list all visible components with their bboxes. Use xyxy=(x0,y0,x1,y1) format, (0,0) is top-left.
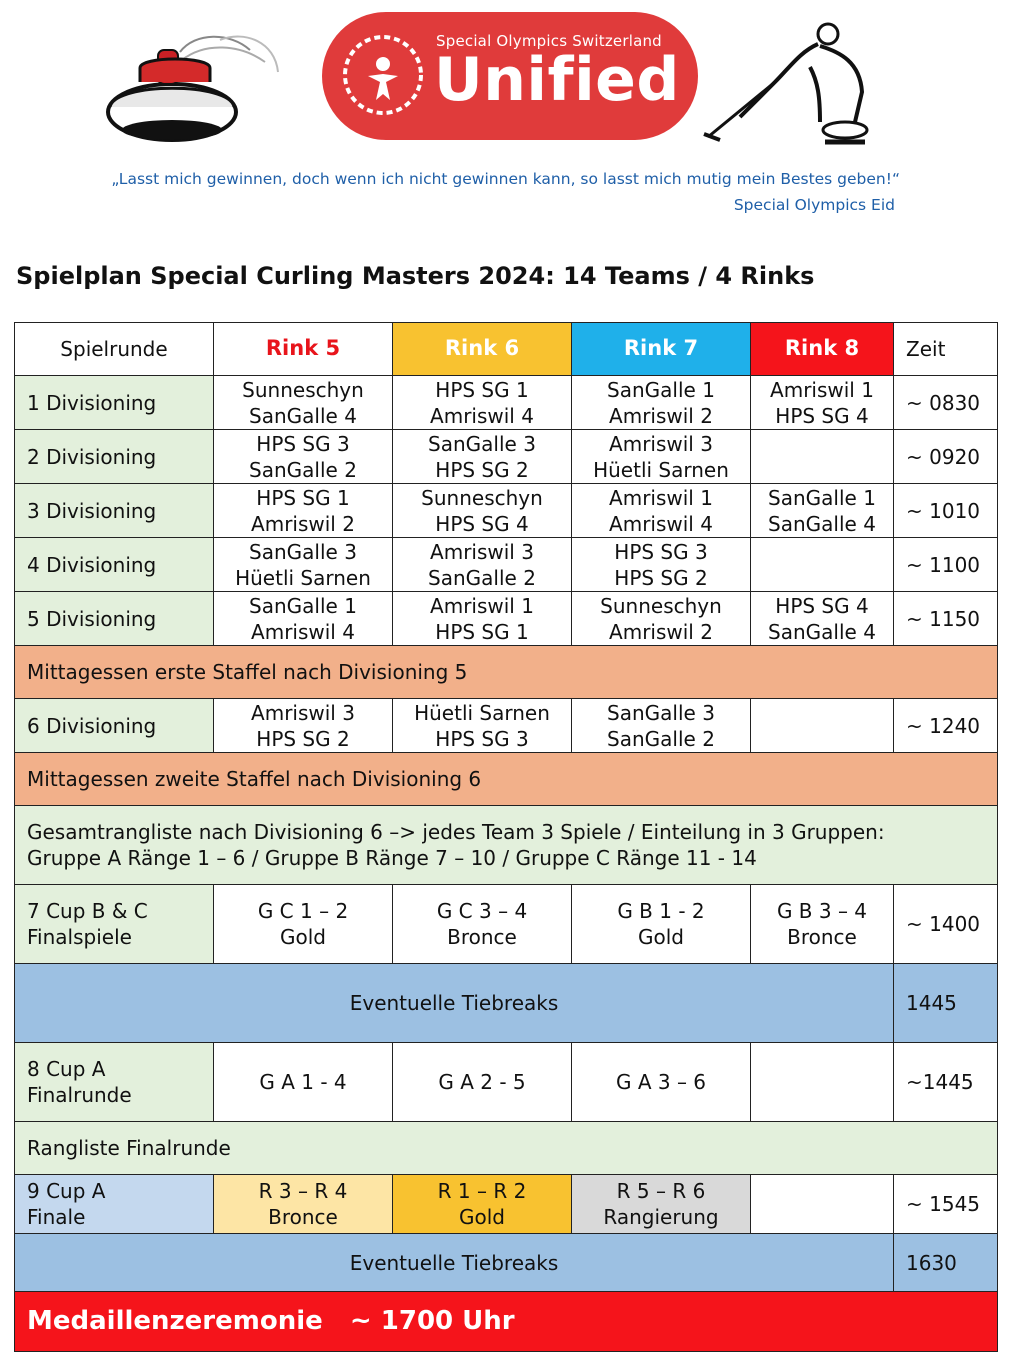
quote-source: Special Olympics Eid xyxy=(733,196,895,214)
tiebreak-row-1: Eventuelle Tiebreaks xyxy=(15,964,894,1043)
match-cell: Sunneschyn Amriswil 2 xyxy=(572,592,751,646)
round-label: 5 Divisioning xyxy=(15,592,214,646)
time-cell: ~ 0830 xyxy=(894,376,997,430)
time-cell: ~1445 xyxy=(894,1043,997,1122)
header-spielrunde: Spielrunde xyxy=(15,323,214,376)
match-cell: Amriswil 1 HPS SG 1 xyxy=(393,592,572,646)
header-rink7: Rink 7 xyxy=(572,323,751,376)
match-cell-empty xyxy=(751,1175,894,1234)
match-cell: R 5 – R 6 Rangierung xyxy=(572,1175,751,1234)
logo-title: Unified xyxy=(434,45,680,115)
match-cell: SanGalle 1 Amriswil 2 xyxy=(572,376,751,430)
round-label: 1 Divisioning xyxy=(15,376,214,430)
match-cell: R 1 – R 2 Gold xyxy=(393,1175,572,1234)
match-cell: Amriswil 3 HPS SG 2 xyxy=(214,699,393,753)
match-cell: G B 3 – 4 Bronce xyxy=(751,885,894,964)
round-label: 6 Divisioning xyxy=(15,699,214,753)
time-cell: 1630 xyxy=(894,1234,997,1292)
match-cell-empty xyxy=(751,430,894,484)
round-label: 9 Cup A Finale xyxy=(15,1175,214,1234)
header-rink6: Rink 6 xyxy=(393,323,572,376)
match-cell: SanGalle 1 Amriswil 4 xyxy=(214,592,393,646)
match-cell: Sunneschyn HPS SG 4 xyxy=(393,484,572,538)
round-label: 8 Cup A Finalrunde xyxy=(15,1043,214,1122)
time-cell: ~ 1010 xyxy=(894,484,997,538)
round-label: 4 Divisioning xyxy=(15,538,214,592)
curler-figure-icon xyxy=(700,12,880,152)
round-label: 2 Divisioning xyxy=(15,430,214,484)
match-cell: G A 2 - 5 xyxy=(393,1043,572,1122)
time-cell: 1445 xyxy=(894,964,997,1043)
ranking-line-2: Gruppe A Ränge 1 – 6 / Gruppe B Ränge 7 – 10 / Gruppe C Ränge 11 - 14 xyxy=(27,846,757,870)
match-cell: HPS SG 1 Amriswil 4 xyxy=(393,376,572,430)
round-label: 7 Cup B & C Finalspiele xyxy=(15,885,214,964)
match-cell-empty xyxy=(751,1043,894,1122)
page-title: Spielplan Special Curling Masters 2024: 14 Teams / 4 Rinks xyxy=(16,262,815,290)
match-cell: G A 1 - 4 xyxy=(214,1043,393,1122)
lunch-row-1: Mittagessen erste Staffel nach Divisioning 5 xyxy=(15,646,997,699)
logo-subtitle: Special Olympics Switzerland xyxy=(436,32,662,50)
match-cell: SanGalle 3 HPS SG 2 xyxy=(393,430,572,484)
match-cell: SanGalle 1 SanGalle 4 xyxy=(751,484,894,538)
match-cell: Hüetli Sarnen HPS SG 3 xyxy=(393,699,572,753)
header-rink8: Rink 8 xyxy=(751,323,894,376)
header-zeit: Zeit xyxy=(894,323,997,376)
match-cell: HPS SG 3 HPS SG 2 xyxy=(572,538,751,592)
unified-logo xyxy=(322,12,698,140)
time-cell: ~ 1100 xyxy=(894,538,997,592)
special-olympics-emblem-icon xyxy=(338,30,428,120)
match-cell: Sunneschyn SanGalle 4 xyxy=(214,376,393,430)
match-cell: G B 1 - 2 Gold xyxy=(572,885,751,964)
time-cell: ~ 1240 xyxy=(894,699,997,753)
match-cell-empty xyxy=(751,538,894,592)
match-cell: R 3 – R 4 Bronce xyxy=(214,1175,393,1234)
round-label: 3 Divisioning xyxy=(15,484,214,538)
match-cell: Amriswil 1 HPS SG 4 xyxy=(751,376,894,430)
quote-text: „Lasst mich gewinnen, doch wenn ich nicht gewinnen kann, so lasst mich mutig mein Bestes geben!“ xyxy=(111,170,900,188)
time-cell: ~ 1545 xyxy=(894,1175,997,1234)
match-cell: SanGalle 3 Hüetli Sarnen xyxy=(214,538,393,592)
rangliste-row: Rangliste Finalrunde xyxy=(15,1122,997,1175)
lunch-row-2: Mittagessen zweite Staffel nach Divisioning 6 xyxy=(15,753,997,806)
ranking-info-row xyxy=(15,806,997,885)
schedule-table xyxy=(14,322,998,1352)
match-cell: G A 3 – 6 xyxy=(572,1043,751,1122)
curling-stone-icon xyxy=(100,12,290,152)
match-cell: SanGalle 3 SanGalle 2 xyxy=(572,699,751,753)
ceremony-row: Medaillenzeremonie ~ 1700 Uhr xyxy=(15,1292,997,1351)
ranking-line-1: Gesamtrangliste nach Divisioning 6 –> jedes Team 3 Spiele / Einteilung in 3 Gruppen: xyxy=(27,820,885,844)
match-cell: Amriswil 3 SanGalle 2 xyxy=(393,538,572,592)
match-cell: G C 1 – 2 Gold xyxy=(214,885,393,964)
match-cell: HPS SG 4 SanGalle 4 xyxy=(751,592,894,646)
header xyxy=(0,0,1012,150)
time-cell: ~ 1150 xyxy=(894,592,997,646)
match-cell-empty xyxy=(751,699,894,753)
match-cell: Amriswil 1 Amriswil 4 xyxy=(572,484,751,538)
match-cell: Amriswil 3 Hüetli Sarnen xyxy=(572,430,751,484)
time-cell: ~ 0920 xyxy=(894,430,997,484)
match-cell: G C 3 – 4 Bronce xyxy=(393,885,572,964)
match-cell: HPS SG 3 SanGalle 2 xyxy=(214,430,393,484)
header-rink5: Rink 5 xyxy=(214,323,393,376)
match-cell: HPS SG 1 Amriswil 2 xyxy=(214,484,393,538)
time-cell: ~ 1400 xyxy=(894,885,997,964)
tiebreak-row-2: Eventuelle Tiebreaks xyxy=(15,1234,894,1292)
